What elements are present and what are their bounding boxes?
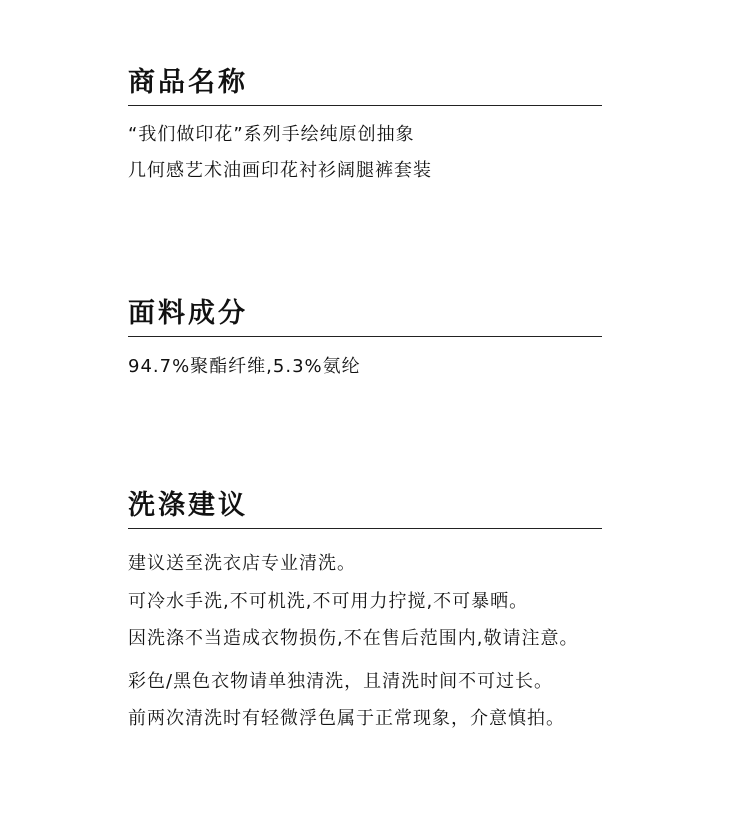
product-name-heading: 商品名称 xyxy=(128,66,602,106)
washing-line-3: 因洗涤不当造成衣物损伤,不在售后范围内,敬请注意。 xyxy=(128,628,579,649)
product-name-line-2: 几何感艺术油画印花衬衫阔腿裤套装 xyxy=(128,160,432,181)
washing-section xyxy=(128,489,602,738)
fabric-composition: 94.7%聚酯纤维,5.3%氨纶 xyxy=(128,356,361,377)
product-name-content xyxy=(128,117,602,189)
product-name-line-1: “我们做印花”系列手绘纯原创抽象 xyxy=(128,124,415,145)
fabric-heading: 面料成分 xyxy=(128,297,602,337)
washing-content xyxy=(128,545,602,738)
fabric-section xyxy=(128,297,602,385)
product-name-section xyxy=(128,66,602,189)
washing-line-5: 前两次清洗时有轻微浮色属于正常现象，介意慎拍。 xyxy=(128,708,565,729)
washing-heading: 洗涤建议 xyxy=(128,489,602,529)
washing-line-4: 彩色/黑色衣物请单独清洗，且清洗时间不可过长。 xyxy=(128,670,554,692)
washing-line-1: 建议送至洗衣店专业清洗。 xyxy=(128,553,356,574)
fabric-content xyxy=(128,349,602,385)
washing-line-2: 可冷水手洗,不可机洗,不可用力拧搅,不可暴晒。 xyxy=(128,590,529,612)
